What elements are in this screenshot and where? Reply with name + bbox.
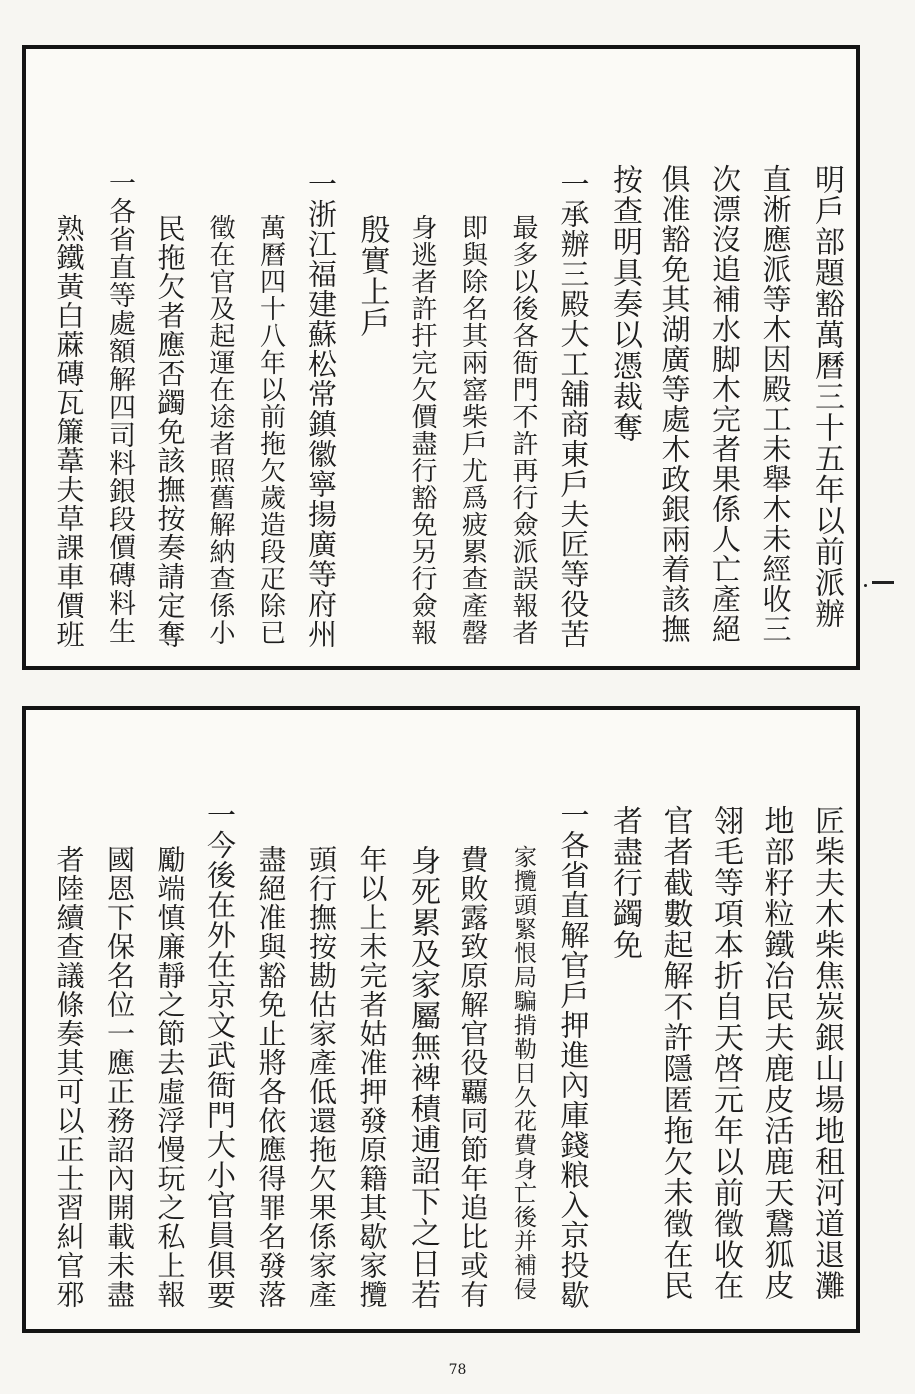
text-column: 勵端慎廉靜之節去虛浮慢玩之私上報 xyxy=(153,845,187,1309)
text-column: 民拖欠者應否蠲免該撫按奏請定奪 xyxy=(153,214,187,649)
margin-dot xyxy=(864,584,867,587)
margin-mark xyxy=(872,581,894,584)
text-column: 最多以後各衙門不許再行僉派誤報者 xyxy=(508,214,538,646)
text-column: 直淅應派等木因殿工未舉木未經收三 xyxy=(758,164,793,644)
text-column: 身死累及家屬無裨積逋詔下之日若 xyxy=(405,845,440,1310)
text-column: 者陸續查議條奏其可以正士習糾官邪 xyxy=(52,845,86,1309)
top-text-panel xyxy=(22,45,860,670)
text-column: 明戶部題豁萬曆三十五年以前派辦 xyxy=(809,164,844,629)
text-column: 一各省直等處額解四司料銀段價磚料生 xyxy=(104,169,135,645)
text-column: 家攬頭緊恨局騙掯勒日久花費身亡後并補侵 xyxy=(510,845,536,1301)
text-column: 按查明具奏以憑裁奪 xyxy=(607,164,642,443)
text-column: 熟鐵黃白蔴磚瓦簾葦夫草課車價班 xyxy=(52,214,86,649)
text-column: 徵在官及起運在途者照舊解納查係小 xyxy=(205,214,235,646)
page-number: 78 xyxy=(448,1362,467,1378)
text-column: 盡絕准與豁免止將各依應得罪名發落 xyxy=(254,845,288,1309)
text-column: 殷實上戶 xyxy=(354,214,390,338)
text-column: 官者截數起解不許隱匿拖欠未徵在民 xyxy=(657,805,693,1301)
text-column: 費敗露致原解官役覊同節年追比或有 xyxy=(456,845,490,1309)
text-column: 俱准豁免其湖廣等處木政銀兩着該撫 xyxy=(657,164,692,644)
text-column: 一浙江福建蘇松常鎮徽寧揚廣等府州 xyxy=(304,169,338,649)
text-column: 身逃者許扞完欠價盡行豁免另行僉報 xyxy=(407,214,437,646)
text-column: 頭行撫按勘估家產低還拖欠果係家產 xyxy=(305,845,338,1309)
text-column: 年以上未完者姑准押發原籍其歇家攬 xyxy=(355,845,389,1309)
text-column: 國恩下保名位一應正務詔內開載未盡 xyxy=(103,845,136,1309)
text-column: 者盡行蠲免 xyxy=(607,805,642,960)
text-column: 一承辦三殿大工舖商東戶夫匠等役苦 xyxy=(556,169,591,649)
text-column: 即與除名其兩窰柴戶尤爲疲累查產罄 xyxy=(457,214,488,646)
text-column: 次漂沒追補水脚木完者果係人亡產絕 xyxy=(708,164,742,644)
text-column: 一各省直解官戶押進內庫錢粮入京投歇 xyxy=(556,800,591,1310)
text-column: 匠柴夫木柴焦炭銀山場地租河道退灘 xyxy=(809,805,844,1301)
text-column: 一今後在外在京文武衙門大小官員俱要 xyxy=(203,800,237,1310)
text-column: 萬曆四十八年以前拖欠歲造段疋除已 xyxy=(255,214,286,646)
text-column: 地部籽粒鐵冶民夫鹿皮活鹿天鵞狐皮 xyxy=(758,805,794,1301)
text-column: 翎毛等項本折自天啓元年以前徵收在 xyxy=(708,805,743,1301)
bottom-text-panel xyxy=(22,706,860,1333)
